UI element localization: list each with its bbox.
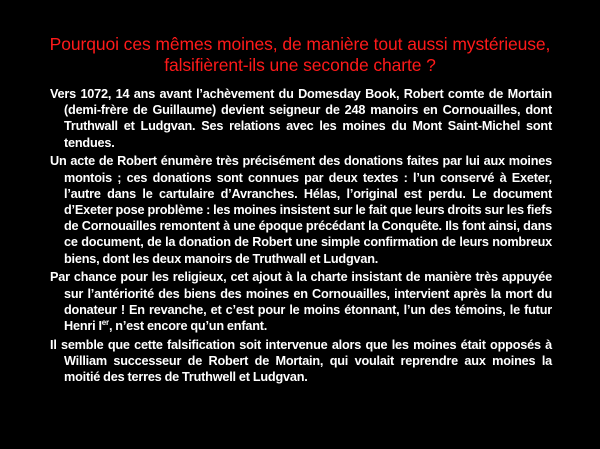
paragraph-robert-de-mortain: Vers 1072, 14 ans avant l’achèvement du Domesday Book, Robert comte de Mortain (demi-frère de Guillaume) devient seigneur de 248 manoirs en Cornouailles, dont Truthwall et Ludgvan. Ses relations avec les moines du Mont Saint-Michel sont tendues. [50, 87, 552, 150]
slide-body [50, 86, 552, 388]
superscript-er: er [101, 317, 109, 327]
paragraph-acte-de-robert: Un acte de Robert énumère très précisément des donations faites par lui aux moines montois ; ces donations sont connues par deux textes : l’un conservé à Exeter, l’autre dans le cartulaire d’Avranches. Hélas, l’original est perdu. Le document d’Exeter pose problème : les moines insistent sur le fait que leurs droits sur les fiefs de Cornouailles remontent à une époque précédant la Conquête. Ils font ainsi, dans ce document, de la donation de Robert une simple confirmation de leurs nombreux biens, dont les deux manoirs de Truthwall et Ludgvan. [50, 154, 552, 266]
paragraph-falsification: Il semble que cette falsification soit intervenue alors que les moines était opposés à William successeur de Robert de Mortain, qui voulait reprendre aux moines la moitié des terres de Truthwell et Ludgvan. [50, 337, 552, 385]
paragraph-par-chance-text: Par chance pour les religieux, cet ajout à la charte insistant de manière très appuyée sur l’antériorité des biens des moines en Cornouailles, intervient après la mort du donateur ! En revanche, et c’est pour le moins étonnant, l’un des témoins, le futur Henri I [50, 270, 552, 334]
paragraph-par-chance [50, 269, 552, 334]
paragraph-par-chance-end: , n’est encore qu’un enfant. [108, 319, 268, 334]
slide-title: Pourquoi ces mêmes moines, de manière tout aussi mystérieuse, falsifièrent-ils une seconde charte ? [49, 34, 551, 75]
